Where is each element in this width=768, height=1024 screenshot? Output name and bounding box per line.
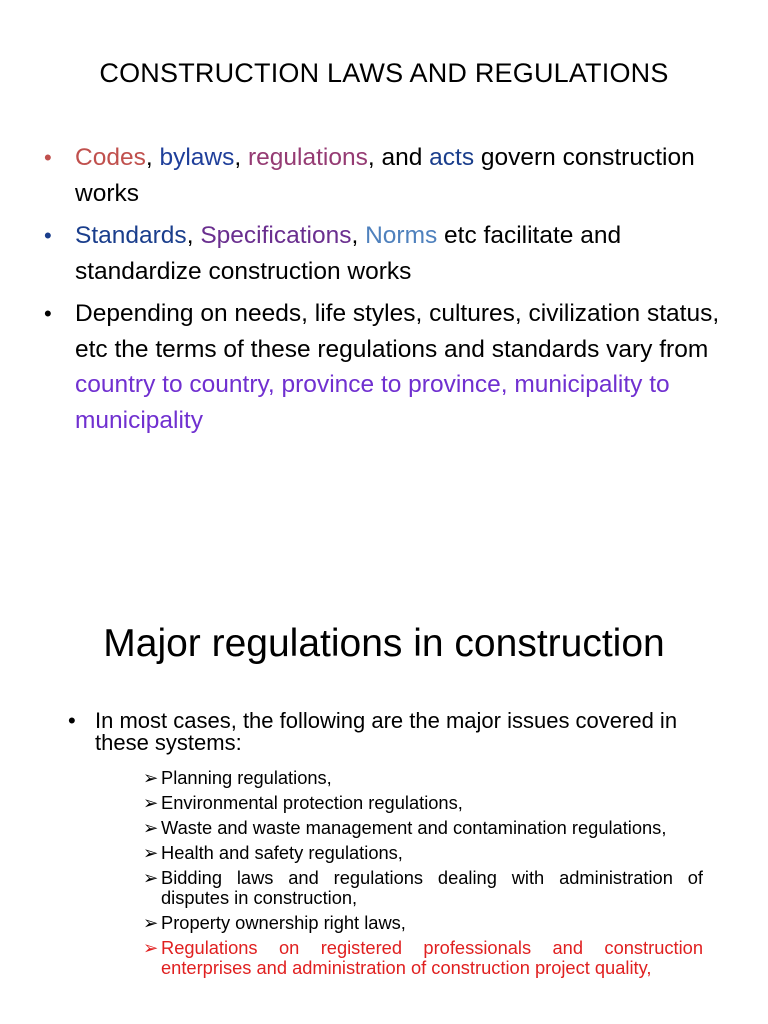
term-codes: Codes bbox=[75, 144, 146, 171]
list-item-text: Environmental protection regulations, bbox=[161, 792, 463, 813]
list-item bbox=[143, 843, 703, 863]
term-norms: Norms bbox=[365, 222, 438, 249]
bullet-dot-icon: • bbox=[44, 145, 52, 170]
list-item-text: Health and safety regulations, bbox=[161, 842, 403, 863]
arrow-bullet-icon: ➢ bbox=[143, 792, 159, 813]
list-item bbox=[143, 868, 703, 908]
bullet-text: etc facilitate and standardize construction works bbox=[75, 222, 622, 285]
bullet-item bbox=[44, 296, 724, 438]
list-item-text: Regulations on registered professionals and construction enterprises and administration of construction project quality, bbox=[161, 937, 703, 978]
list-item-text: Waste and waste management and contamination regulations, bbox=[161, 817, 667, 838]
arrow-bullet-icon: ➢ bbox=[143, 937, 159, 958]
list-item-text: Property ownership right laws, bbox=[161, 912, 406, 933]
separator: , bbox=[186, 222, 201, 249]
list-item bbox=[143, 818, 703, 838]
bullet-item bbox=[44, 218, 724, 289]
slide-major-regulations bbox=[0, 512, 768, 1024]
bullet-dot-icon: • bbox=[68, 708, 76, 733]
bullet-item bbox=[44, 140, 724, 211]
slide-title: Major regulations in construction bbox=[103, 622, 665, 665]
list-item-highlighted bbox=[143, 938, 703, 978]
list-item bbox=[143, 793, 703, 813]
separator: , bbox=[234, 144, 248, 171]
arrow-bullet-icon: ➢ bbox=[143, 767, 159, 788]
separator: , and bbox=[367, 144, 430, 171]
term-specifications: Specifications bbox=[200, 222, 352, 249]
bullet-text: Depending on needs, life styles, cultures, civilization status, etc the terms of these regulations and standards vary from bbox=[75, 300, 720, 363]
bullet-highlight: country to country, province to province, municipality to municipality bbox=[75, 371, 670, 434]
bullet-list bbox=[44, 140, 724, 445]
intro-bullet bbox=[68, 710, 708, 754]
list-item-text: Bidding laws and regulations dealing with administration of disputes in construction, bbox=[161, 867, 703, 908]
separator: , bbox=[351, 222, 366, 249]
list-item bbox=[143, 913, 703, 933]
term-bylaws: bylaws bbox=[159, 144, 235, 171]
list-item-text: Planning regulations, bbox=[161, 767, 332, 788]
bullet-dot-icon: • bbox=[44, 223, 52, 248]
arrow-bullet-icon: ➢ bbox=[143, 842, 159, 863]
intro-text: In most cases, the following are the major issues covered in these systems: bbox=[95, 708, 678, 755]
bullet-text: govern construction works bbox=[75, 144, 695, 207]
bullet-dot-icon: • bbox=[44, 301, 52, 326]
list-item bbox=[143, 768, 703, 788]
term-regulations: regulations bbox=[247, 144, 368, 171]
arrow-bullet-icon: ➢ bbox=[143, 817, 159, 838]
term-acts: acts bbox=[429, 144, 475, 171]
term-standards: Standards bbox=[75, 222, 187, 249]
arrow-bullet-icon: ➢ bbox=[143, 912, 159, 933]
separator: , bbox=[145, 144, 160, 171]
regulation-list bbox=[143, 768, 703, 983]
arrow-bullet-icon: ➢ bbox=[143, 867, 159, 888]
slide-title: CONSTRUCTION LAWS AND REGULATIONS bbox=[99, 58, 669, 88]
